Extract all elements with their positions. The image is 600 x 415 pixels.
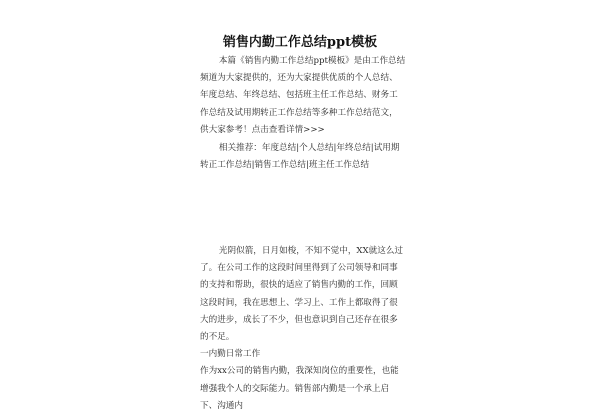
related-links[interactable]: 年度总结|个人总结|年终总结|试用期转正工作总结|销售工作总结|班主任工作总结: [200, 143, 400, 171]
body-paragraph-2: 作为xx公司的销售内勤，我深知岗位的重要性，也能增强我个人的交际能力。销售部内勤是一个承上启下、沟通内: [200, 366, 399, 411]
related-label: 相关推荐：: [218, 143, 262, 153]
document-title: 销售内勤工作总结ppt模板: [222, 35, 378, 50]
intro-section: [200, 53, 406, 139]
related-section: [200, 140, 406, 174]
body-paragraph-1: 光阴似箭，日月如梭，不知不觉中，XX就这么过了。在公司工作的这段时间里得到了公司领导和同事的支持和帮助，很快的适应了销售内勤的工作，回顾这段时间，我在思想上、学习上、工作上都取得了很大的进步，成长了不少，但也意识到自己还存在很多的不足。: [200, 246, 404, 343]
related-recommendations: [200, 140, 406, 174]
body-section: [200, 243, 406, 415]
section-heading: 一内勤日常工作: [200, 349, 261, 360]
intro-paragraph: 本篇《销售内勤工作总结ppt模板》是由工作总结频道为大家提供的，还为大家提供优质的个人总结、年度总结、年终总结、包括班主任工作总结、财务工作总结及试用期转正工作总结等多种工作总结范文，供大家参考！点击查看详情>>>: [200, 56, 406, 135]
